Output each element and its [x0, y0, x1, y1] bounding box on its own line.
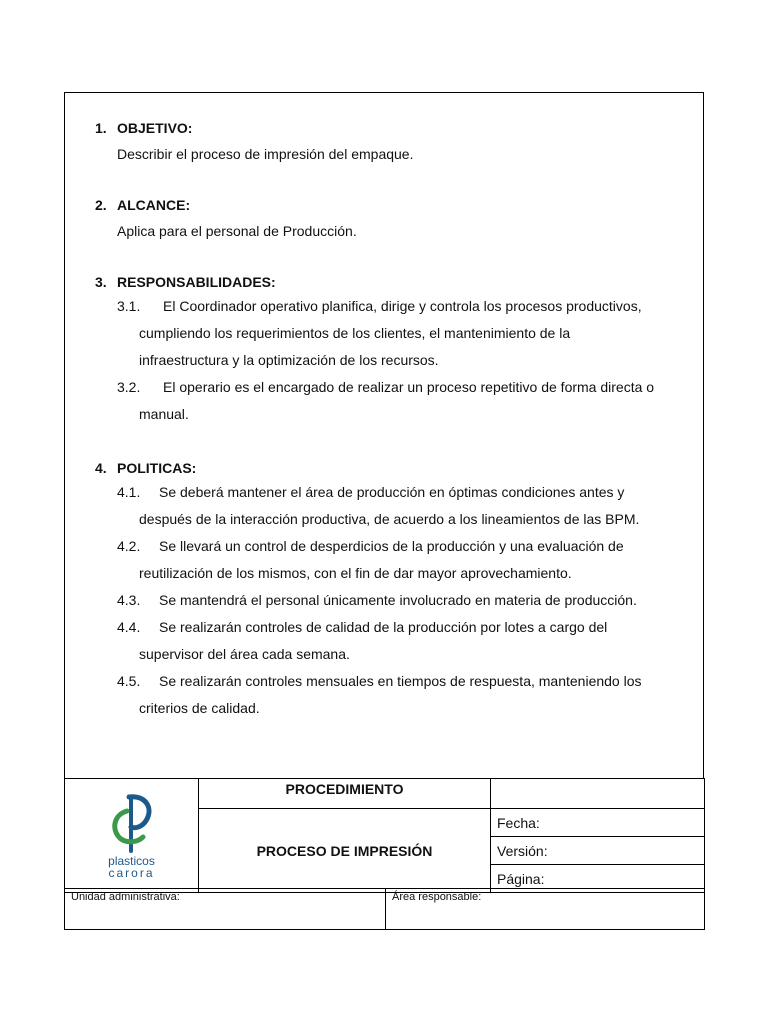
section-number: 2.	[95, 197, 107, 213]
footer-header-table	[64, 778, 705, 893]
item-first-line: Se mantendrá el personal únicamente involucrado en materia de producción.	[159, 592, 637, 608]
area-responsable-field: Área responsable:	[386, 889, 705, 930]
section-title: ALCANCE:	[117, 197, 191, 213]
procedure-label: PROCEDIMIENTO	[199, 779, 491, 809]
section-text: Aplica para el personal de Producción.	[117, 223, 357, 239]
item-first-line: Se deberá mantener el área de producción en óptimas condiciones antes y	[159, 484, 625, 500]
list-item	[95, 533, 695, 587]
item-line: supervisor del área cada semana.	[139, 646, 350, 662]
pagina-field: Página:	[491, 865, 705, 893]
section-text: Describir el proceso de impresión del empaque.	[117, 146, 414, 162]
section-politicas	[95, 459, 695, 722]
section-number: 1.	[95, 120, 107, 136]
fecha-field: Fecha:	[491, 809, 705, 837]
section-title: POLITICAS:	[117, 460, 197, 476]
item-number: 4.5.	[117, 673, 141, 689]
item-number: 3.1.	[117, 298, 141, 314]
item-first-line: El operario es el encargado de realizar un proceso repetitivo de forma directa o	[163, 379, 655, 395]
logo-text: plasticos	[108, 853, 155, 868]
item-line: criterios de calidad.	[139, 700, 260, 716]
item-first-line: Se llevará un control de desperdicios de la producción y una evaluación de	[159, 538, 624, 554]
item-number: 4.1.	[117, 484, 141, 500]
list-item	[95, 374, 695, 428]
list-item	[95, 668, 695, 722]
item-line: manual.	[139, 406, 189, 422]
item-number: 3.2.	[117, 379, 141, 395]
section-title: RESPONSABILIDADES:	[117, 274, 276, 290]
section-number: 3.	[95, 274, 107, 290]
version-field: Versión:	[491, 837, 705, 865]
section-number: 4.	[95, 460, 107, 476]
company-logo	[65, 793, 198, 879]
section-objetivo	[95, 119, 695, 163]
item-first-line: El Coordinador operativo planifica, dirige y controla los procesos productivos,	[163, 298, 642, 314]
document-frame	[64, 92, 704, 778]
item-line: cumpliendo los requerimientos de los clientes, el mantenimiento de la	[139, 325, 571, 341]
section-title: OBJETIVO:	[117, 120, 193, 136]
section-alcance	[95, 196, 695, 240]
politicas-list	[95, 479, 695, 722]
process-title: PROCESO DE IMPRESIÓN	[199, 809, 491, 893]
footer-bottom-table	[64, 888, 705, 930]
item-number: 4.3.	[117, 592, 141, 608]
logo-mark-icon	[107, 793, 157, 855]
item-first-line: Se realizarán controles de calidad de la producción por lotes a cargo del	[159, 619, 608, 635]
list-item	[95, 479, 695, 533]
section-responsabilidades	[95, 273, 695, 428]
item-line: después de la interacción productiva, de acuerdo a los lineamientos de las BPM.	[139, 511, 640, 527]
item-number: 4.4.	[117, 619, 141, 635]
item-line: reutilización de los mismos, con el fin de dar mayor aprovechamiento.	[139, 565, 572, 581]
item-line: infraestructura y la optimización de los recursos.	[139, 352, 439, 368]
logo-text: carora	[108, 865, 155, 880]
responsabilidades-list	[95, 293, 695, 428]
logo-cell	[65, 779, 199, 893]
list-item	[95, 293, 695, 374]
blank-cell	[491, 779, 705, 809]
list-item	[95, 614, 695, 668]
item-number: 4.2.	[117, 538, 141, 554]
list-item	[95, 587, 695, 614]
unidad-administrativa-field: Unidad administrativa:	[65, 889, 386, 930]
item-first-line: Se realizarán controles mensuales en tiempos de respuesta, manteniendo los	[159, 673, 642, 689]
